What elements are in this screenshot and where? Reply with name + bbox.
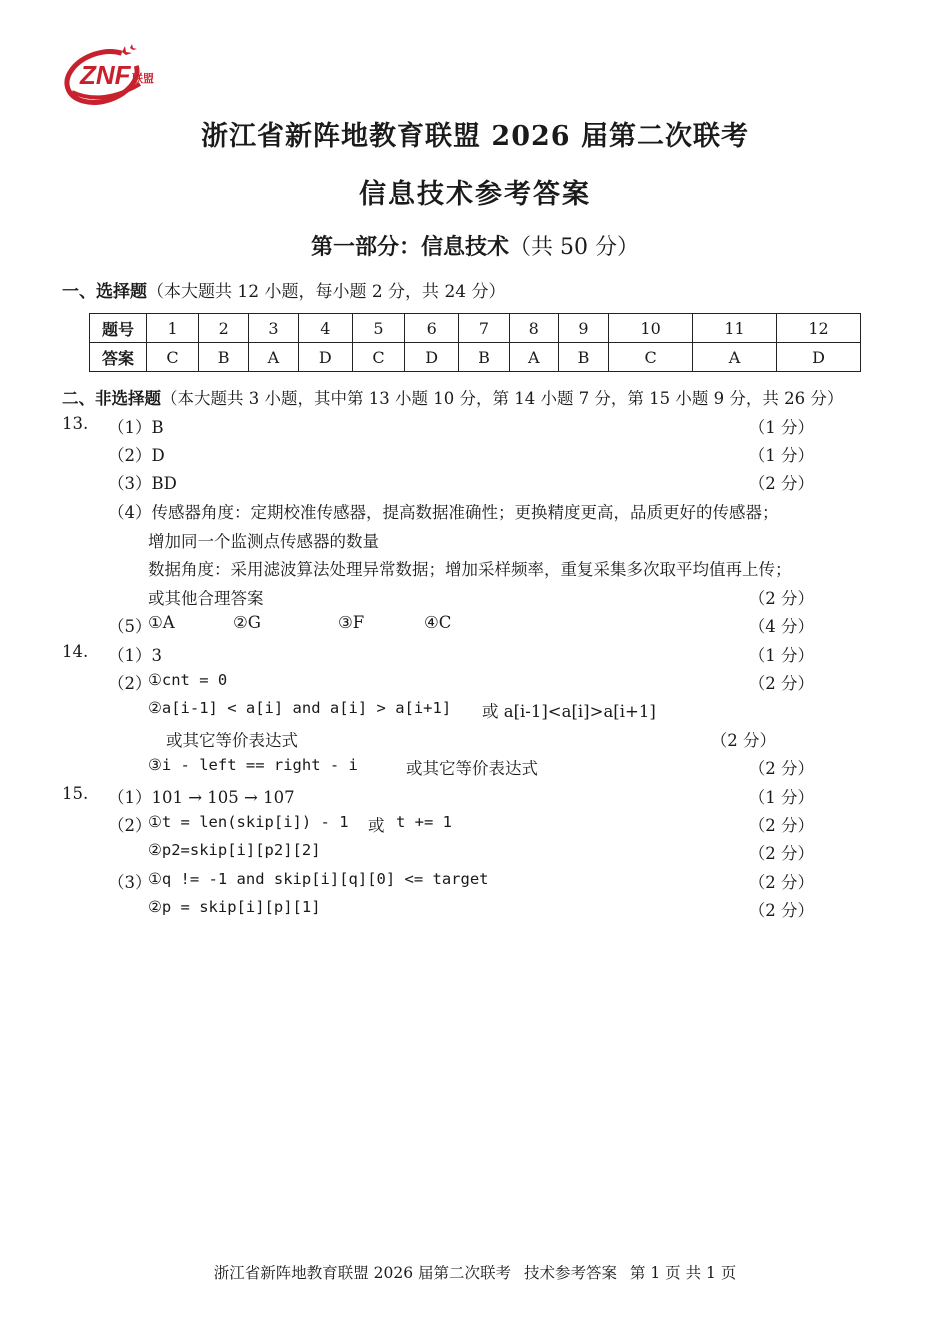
q13-points-2: （1 分） [748, 446, 814, 465]
q13-answer-4-line-3: 数据角度：采用滤波算法处理异常数据；增加采样频率，重复采集多次取平均值再上传； [148, 560, 792, 579]
table-cell: D [776, 343, 860, 372]
q13-answer-5-item: ④C [424, 613, 452, 632]
q14-answer-2-2-code: ②a[i-1] < a[i] and a[i] > a[i+1] [148, 699, 452, 717]
q13-answer-4-line-2: 增加同一个监测点传感器的数量 [148, 532, 379, 551]
table-header-answer: 答案 [90, 343, 147, 372]
footer-exam: 浙江省新阵地教育联盟 2026 届第二次联考 [213, 1264, 512, 1282]
q15-points-3: （2 分） [748, 844, 814, 863]
q13-answer-4-line-1: （4）传感器角度：定期校准传感器，提高数据准确性；更换精度更高，品质更好的传感器； [108, 503, 779, 522]
q14-answer-2-3-code: ③i - left == right - i [148, 756, 358, 774]
q15-answer-2-1-or: 或 [368, 816, 385, 835]
table-header-number: 题号 [90, 314, 147, 343]
table-cell: 6 [405, 314, 459, 343]
table-cell: 11 [693, 314, 777, 343]
footer-doc: 技术参考答案 [523, 1264, 617, 1282]
q13-number: 13. [62, 414, 89, 433]
table-cell: 8 [509, 314, 558, 343]
q14-points-3: （2 分） [710, 731, 776, 750]
table-cell: 7 [459, 314, 509, 343]
part-label: 第一部分：信息技术 [311, 234, 510, 260]
q13-answer-5-item: ③F [338, 613, 365, 632]
q13-answer-4-line-4: 或其他合理答案 [148, 589, 264, 608]
table-cell: 1 [147, 314, 199, 343]
document-title: 浙江省新阵地教育联盟 2026 届第二次联考 [201, 121, 749, 152]
table-cell: C [609, 343, 693, 372]
q15-answer-2-1-code-alt: t += 1 [396, 813, 452, 831]
table-cell: 5 [352, 314, 404, 343]
document-subtitle: 信息技术参考答案 [359, 179, 591, 210]
answer-table [89, 313, 861, 372]
q15-points-4: （2 分） [748, 873, 814, 892]
part-note: （共 50 分） [509, 235, 639, 260]
q15-answer-2-1-code: ①t = len(skip[i]) - 1 [148, 813, 349, 831]
page-footer [0, 1261, 950, 1283]
q15-number: 15. [62, 784, 89, 803]
table-cell: B [459, 343, 509, 372]
q14-points-1: （1 分） [748, 646, 814, 665]
table-cell: 9 [558, 314, 608, 343]
logo-text: ZNF [80, 60, 131, 90]
table-cell: 3 [249, 314, 298, 343]
table-cell: C [352, 343, 404, 372]
q13-points-5: （4 分） [748, 617, 814, 636]
q13-points-3: （2 分） [748, 474, 814, 493]
part-heading [0, 230, 950, 261]
q13-answer-2: （2）D [108, 446, 165, 465]
footer-page: 第 1 页 共 1 页 [629, 1264, 737, 1282]
q15-points-5: （2 分） [748, 901, 814, 920]
table-row-numbers [90, 314, 861, 343]
table-cell: D [298, 343, 352, 372]
q14-points-2: （2 分） [748, 674, 814, 693]
q14-answer-2-1: ①cnt = 0 [148, 671, 228, 689]
table-row-answers [90, 343, 861, 372]
table-cell: A [509, 343, 558, 372]
q14-answer-2-2-note: 或其它等价表达式 [166, 731, 298, 750]
table-cell: C [147, 343, 199, 372]
q15-answer-3-1-code: ①q != -1 and skip[i][q][0] <= target [148, 870, 489, 888]
q13-answer-3: （3）BD [108, 474, 177, 493]
section-1-note: （本大题共 12 小题，每小题 2 分，共 24 分） [147, 282, 506, 302]
q15-answer-3-label: （3） [108, 873, 152, 892]
q15-answer-3-2-code: ②p = skip[i][p][1] [148, 898, 321, 916]
table-cell: B [558, 343, 608, 372]
q14-answer-2-3-note: 或其它等价表达式 [406, 759, 538, 778]
table-cell: 4 [298, 314, 352, 343]
q14-number: 14. [62, 642, 89, 661]
table-cell: A [249, 343, 298, 372]
q13-points-1: （1 分） [748, 418, 814, 437]
section-2-note: （本大题共 3 小题，其中第 13 小题 10 分，第 14 小题 7 分，第 15 小题 9 分，共 26 分） [161, 389, 844, 408]
section-2-heading [62, 385, 843, 409]
q13-points-4: （2 分） [748, 589, 814, 608]
table-cell: A [693, 343, 777, 372]
q14-answer-1: （1）3 [108, 646, 162, 665]
table-cell: 10 [609, 314, 693, 343]
section-1-heading [62, 277, 506, 302]
q15-points-1: （1 分） [748, 788, 814, 807]
q15-answer-2-2-code: ②p2=skip[i][p2][2] [148, 841, 321, 859]
q13-answer-5-item: ②G [233, 613, 261, 632]
section-2-label: 二、非选择题 [62, 389, 161, 408]
table-cell: D [405, 343, 459, 372]
table-cell: B [199, 343, 249, 372]
q13-answer-5-item: ①A [148, 613, 175, 632]
q13-answer-5-label: （5） [108, 617, 152, 636]
q13-answer-1: （1）B [108, 418, 164, 437]
q14-answer-2-2-alt: 或 a[i-1]<a[i]>a[i+1] [482, 702, 656, 721]
table-cell: 2 [199, 314, 249, 343]
logo-subtext: 联盟 [132, 72, 154, 85]
q14-answer-2-label: （2） [108, 674, 152, 693]
logo-icon [62, 44, 162, 106]
q15-answer-1: （1）101 → 105 → 107 [108, 788, 295, 807]
q14-points-4: （2 分） [748, 759, 814, 778]
q15-answer-2-label: （2） [108, 816, 152, 835]
section-1-label: 一、选择题 [62, 282, 147, 302]
table-cell: 12 [776, 314, 860, 343]
q15-points-2: （2 分） [748, 816, 814, 835]
